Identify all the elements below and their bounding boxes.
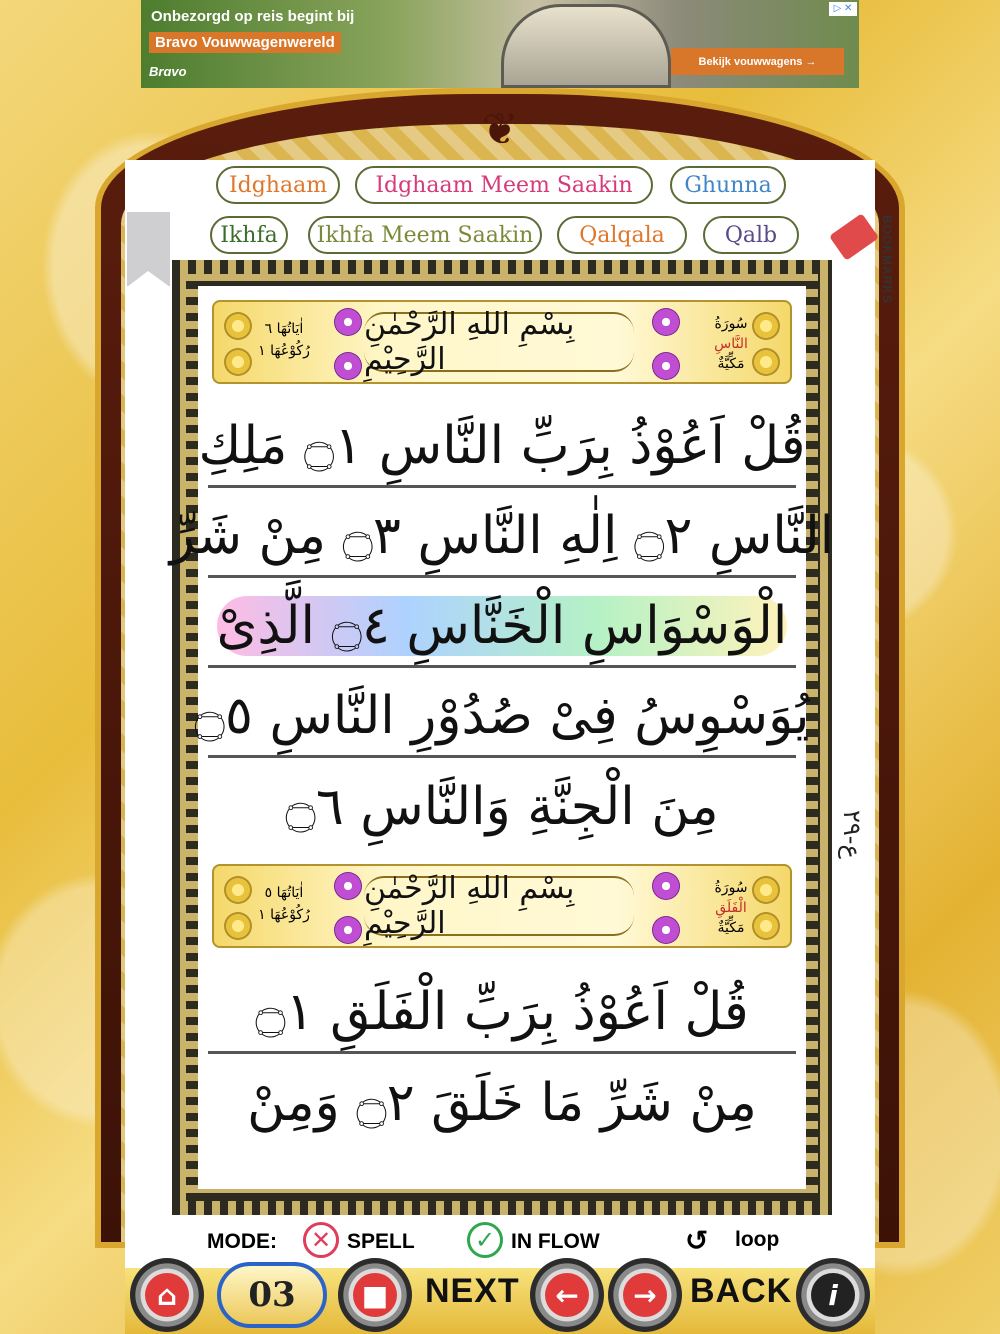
bookmarks-label[interactable]: BOOKMARKS [880, 215, 894, 304]
next-label[interactable]: NEXT [425, 1272, 520, 1310]
page-frame [169, 260, 835, 1215]
ayah-line[interactable]: مِنْ شَرِّ مَا خَلَقَ ۝٢ وَمِنْ [247, 1073, 757, 1133]
home-button[interactable] [130, 1258, 204, 1332]
flower-icon [334, 352, 362, 380]
ayah-line[interactable]: يُوَسْوِسُ فِىْ صُدُوْرِ النَّاسِ ۝٥ [208, 676, 796, 758]
surah-header-nas [212, 300, 792, 384]
ayat-count: اٰيَاتُهَا ٥ رُكُوْعُهَا ١ [258, 885, 310, 923]
mode-label: MODE: [207, 1230, 277, 1253]
surah-header-falaq [212, 864, 792, 948]
tajweed-rule-idghaam[interactable]: Idghaam [216, 166, 340, 204]
arrow-right-icon: → [623, 1273, 667, 1317]
quran-page [169, 286, 835, 1189]
in-flow-label[interactable]: IN FLOW [511, 1230, 600, 1253]
arrow-left-icon: ← [545, 1273, 589, 1317]
stop-icon: ■ [353, 1273, 397, 1317]
ayat-count: اٰيَاتُهَا ٦ رُكُوْعُهَا ١ [258, 321, 310, 359]
tajweed-rule-ghunna[interactable]: Ghunna [670, 166, 786, 204]
ayah-line[interactable]: قُلْ اَعُوْذُ بِرَبِّ النَّاسِ ۝١ مَلِكِ [208, 406, 796, 488]
prev-arrow-button[interactable] [530, 1258, 604, 1332]
flower-icon [652, 872, 680, 900]
ad-close-icon[interactable]: ▷ ✕ [829, 2, 857, 16]
page-number-button[interactable]: 03 [217, 1262, 327, 1328]
ayah-line-highlighted[interactable]: الْوَسْوَاسِ الْخَنَّاسِ ۝٤ الَّذِىْ [208, 586, 796, 668]
spell-label[interactable]: SPELL [347, 1230, 415, 1253]
loop-icon[interactable]: ↺ [685, 1224, 709, 1257]
surah-title: سُورَةُ النَّاسِ مَكِّيَّةٌ [714, 316, 748, 372]
tajweed-rule-idghaam-meem-saakin[interactable]: Idghaam Meem Saakin [355, 166, 653, 204]
ad-image [501, 4, 671, 88]
flower-icon [334, 308, 362, 336]
basmala: بِسْمِ اللهِ الرَّحْمٰنِ الرَّحِيْمِ [364, 312, 634, 372]
ad-cta-button[interactable]: Bekijk vouwwagens → [671, 48, 844, 75]
bookmark-ribbon-icon[interactable] [127, 212, 170, 286]
home-icon: ⌂ [145, 1273, 189, 1317]
ruku-marker: ع-٢٩ [838, 810, 866, 859]
in-flow-toggle-icon[interactable]: ✓ [467, 1222, 503, 1258]
flower-icon [334, 872, 362, 900]
next-arrow-button[interactable] [608, 1258, 682, 1332]
ad-headline: Onbezorgd op reis begint bij [151, 8, 355, 25]
surah-title: سُورَةُ الْفَلَقِ مَكِّيَّةٌ [714, 880, 748, 936]
info-icon: i [811, 1273, 855, 1317]
tajweed-rule-ikhfa-meem-saakin[interactable]: Ikhfa Meem Saakin [308, 216, 542, 254]
ayah-line[interactable]: مِنَ الْجِنَّةِ وَالنَّاسِ ۝٦ [285, 777, 719, 837]
back-label[interactable]: BACK [690, 1272, 793, 1310]
tajweed-rule-qalqala[interactable]: Qalqala [557, 216, 687, 254]
loop-label[interactable]: loop [735, 1228, 780, 1251]
spell-toggle-icon[interactable]: ✕ [303, 1222, 339, 1258]
tajweed-rule-qalb[interactable]: Qalb [703, 216, 799, 254]
stop-button[interactable] [338, 1258, 412, 1332]
ayah-line[interactable]: النَّاسِ ۝٢ اِلٰهِ النَّاسِ ۝٣ مِنْ شَرِّ [208, 496, 796, 578]
flower-icon [652, 916, 680, 944]
flower-icon [334, 916, 362, 944]
ornament-icon: ❦ [481, 104, 519, 155]
info-button[interactable] [796, 1258, 870, 1332]
flower-icon [652, 352, 680, 380]
ad-logo: Brɑvo [149, 64, 187, 79]
ayah-line[interactable]: قُلْ اَعُوْذُ بِرَبِّ الْفَلَقِ ۝١ [208, 972, 796, 1054]
basmala: بِسْمِ اللهِ الرَّحْمٰنِ الرَّحِيْمِ [364, 876, 634, 936]
ad-banner[interactable] [141, 0, 859, 88]
ad-brand: Bravo Vouwwagenwereld [149, 32, 341, 53]
tajweed-rule-ikhfa[interactable]: Ikhfa [210, 216, 288, 254]
flower-icon [652, 308, 680, 336]
